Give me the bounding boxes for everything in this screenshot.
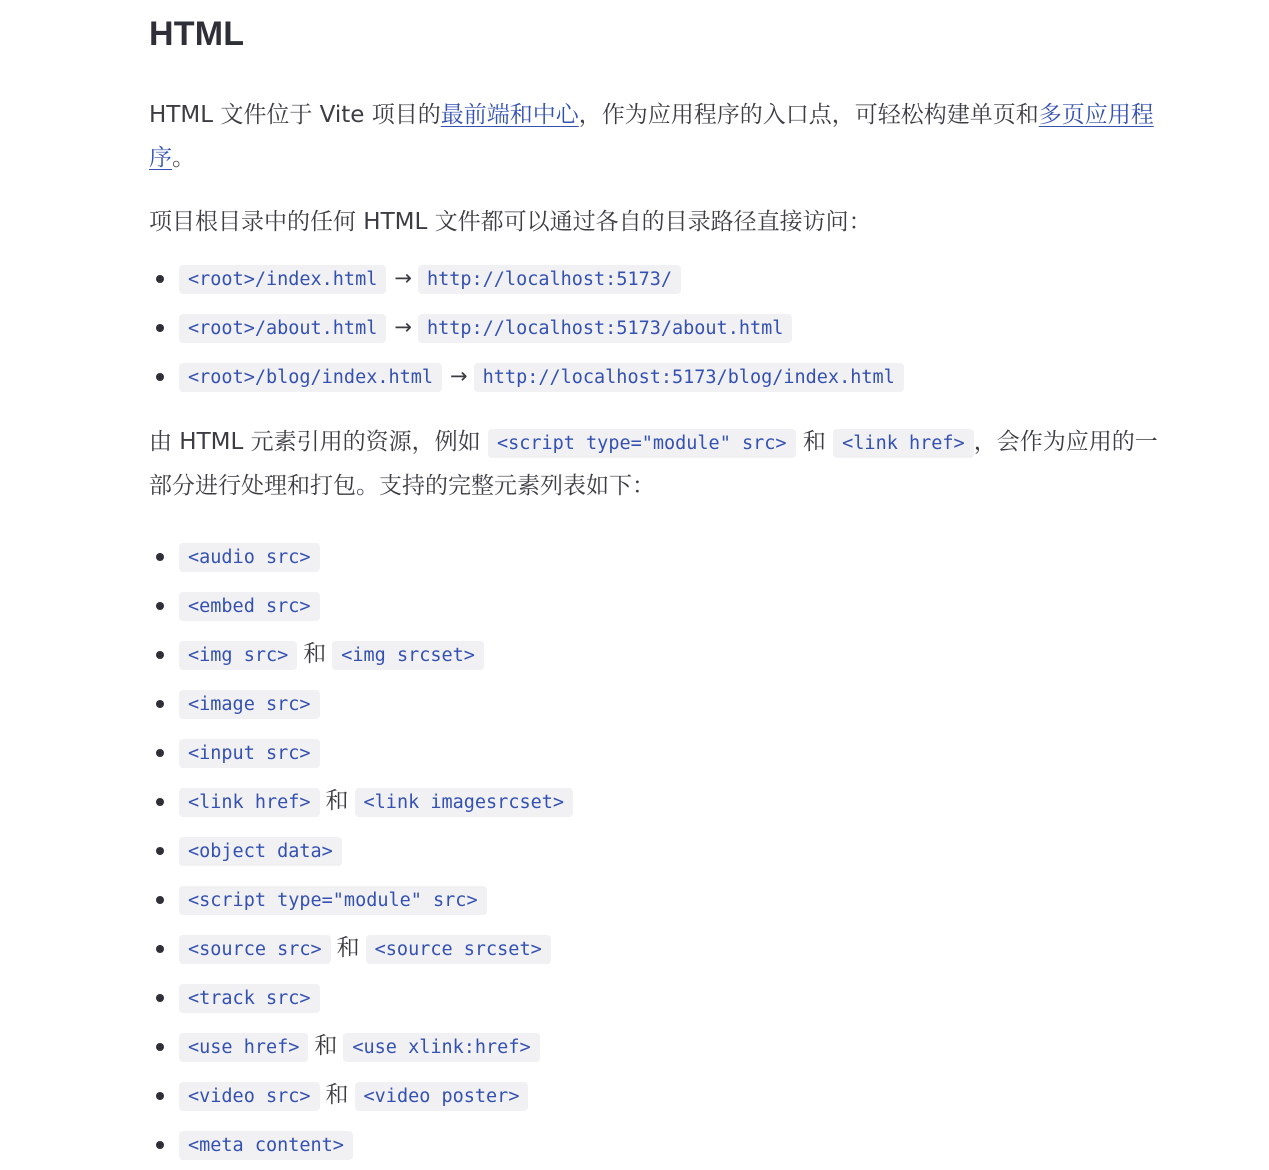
root-path-code: <root>/about.html xyxy=(179,314,386,343)
element-code: <use href> xyxy=(179,1033,308,1062)
list-item xyxy=(149,1071,1171,1120)
section-heading: HTML xyxy=(149,15,245,53)
access-list xyxy=(149,254,1171,401)
element-code: <audio src> xyxy=(179,543,320,572)
resources-text-before: 由 HTML 元素引用的资源，例如 xyxy=(149,429,488,455)
element-code: <link href> xyxy=(179,788,320,817)
list-item xyxy=(149,973,1171,1022)
multi-page-app-link[interactable]: 多页应用程序 xyxy=(149,102,1154,171)
element-code: <track src> xyxy=(179,984,320,1013)
connector-text: 和 xyxy=(303,641,327,667)
list-item xyxy=(149,254,1171,303)
root-path-code: <root>/index.html xyxy=(179,265,386,294)
element-code: <link imagesrcset> xyxy=(355,788,573,817)
element-code: <img srcset> xyxy=(332,641,484,670)
element-code: <script type="module" src> xyxy=(179,886,487,915)
list-item xyxy=(149,532,1171,581)
root-path-code: <root>/blog/index.html xyxy=(179,363,442,392)
connector-text: 和 xyxy=(325,788,349,814)
list-item xyxy=(149,826,1171,875)
localhost-url-code: http://localhost:5173/about.html xyxy=(418,314,792,343)
element-code: <embed src> xyxy=(179,592,320,621)
element-code: <source src> xyxy=(179,935,331,964)
arrow-right-icon: → xyxy=(394,315,412,339)
list-item xyxy=(149,777,1171,826)
element-code: <meta content> xyxy=(179,1131,353,1160)
list-item xyxy=(149,679,1171,728)
list-item xyxy=(149,352,1171,401)
element-code: <img src> xyxy=(179,641,297,670)
connector-text: 和 xyxy=(314,1033,338,1059)
localhost-url-code: http://localhost:5173/blog/index.html xyxy=(474,363,904,392)
intro-text-before: HTML 文件位于 Vite 项目的 xyxy=(149,102,441,128)
list-item xyxy=(149,630,1171,679)
list-item xyxy=(149,728,1171,777)
localhost-url-code: http://localhost:5173/ xyxy=(418,265,681,294)
doc-content xyxy=(149,0,1171,1169)
connector-text: 和 xyxy=(336,935,360,961)
list-item xyxy=(149,1120,1171,1169)
front-and-center-link[interactable]: 最前端和中心 xyxy=(440,102,579,128)
resources-paragraph xyxy=(149,421,1171,508)
link-href-code: <link href> xyxy=(833,429,974,458)
element-code: <video poster> xyxy=(355,1082,529,1111)
arrow-right-icon: → xyxy=(450,364,468,388)
element-code: <source srcset> xyxy=(366,935,551,964)
connector-text: 和 xyxy=(325,1082,349,1108)
resources-text-after: ，会作为应用的一部分进行处理和打包。支持的完整元素列表如下： xyxy=(149,429,1158,499)
list-item xyxy=(149,924,1171,973)
element-code: <image src> xyxy=(179,690,320,719)
intro-text-middle: ，作为应用程序的入口点，可轻松构建单页和 xyxy=(578,102,1039,128)
arrow-right-icon: → xyxy=(394,266,412,290)
list-item xyxy=(149,303,1171,352)
list-item xyxy=(149,875,1171,924)
list-item xyxy=(149,581,1171,630)
access-paragraph: 项目根目录中的任何 HTML 文件都可以通过各自的目录路径直接访问： xyxy=(149,209,872,235)
supported-elements-list xyxy=(149,532,1171,1169)
element-code: <video src> xyxy=(179,1082,320,1111)
element-code: <use xlink:href> xyxy=(343,1033,539,1062)
element-code: <object data> xyxy=(179,837,342,866)
script-module-code: <script type="module" src> xyxy=(488,429,796,458)
intro-text-after: 。 xyxy=(172,145,195,171)
element-code: <input src> xyxy=(179,739,320,768)
list-item xyxy=(149,1022,1171,1071)
resources-text-and: 和 xyxy=(795,429,834,455)
intro-paragraph xyxy=(149,94,1171,180)
